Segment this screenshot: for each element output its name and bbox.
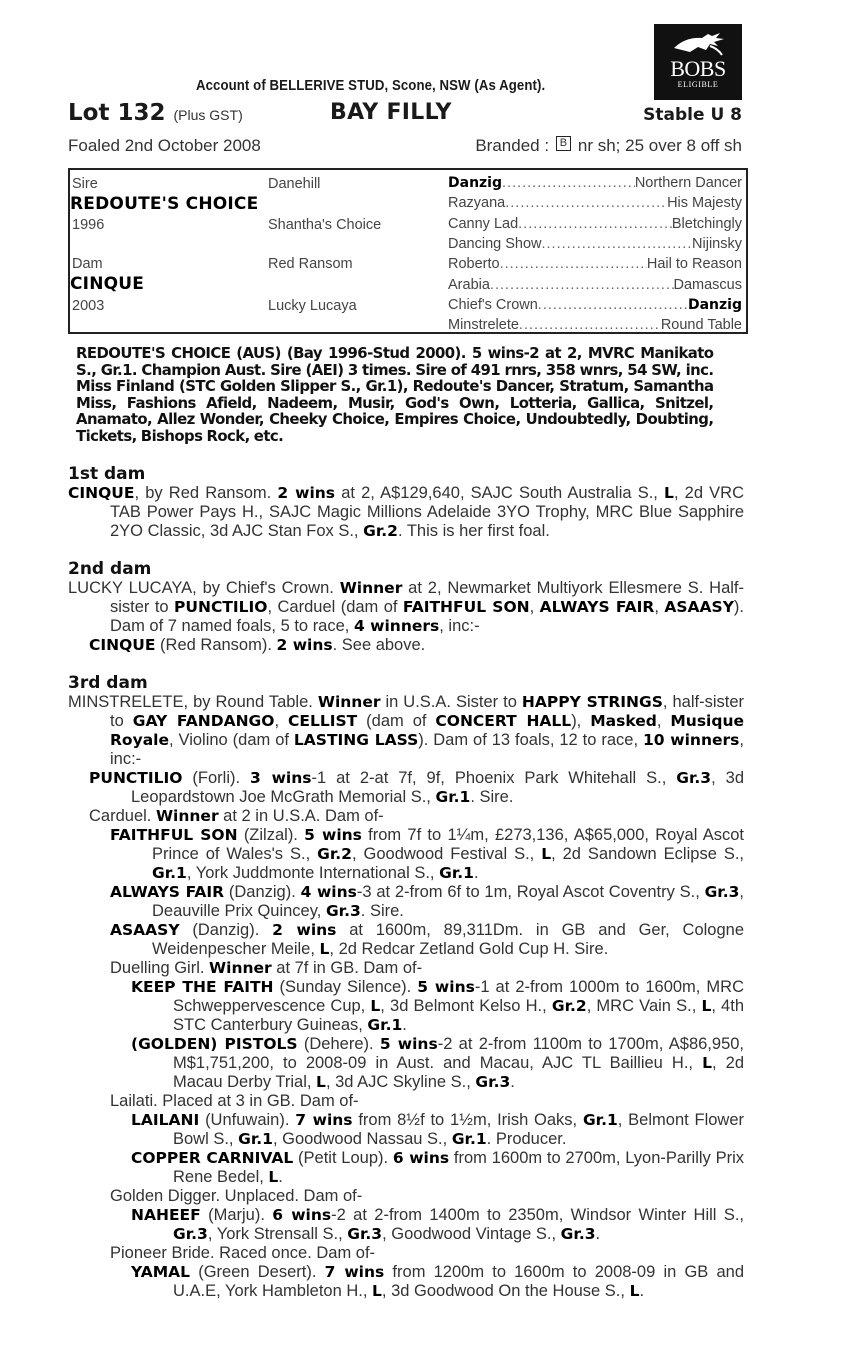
dam-section	[68, 464, 744, 541]
ggp-sire: Razyana	[448, 195, 506, 212]
section-heading: 3rd dam	[68, 673, 148, 693]
ggp-dam-sire: Round Table	[660, 317, 742, 334]
pedigree-entry: CINQUE (Red Ransom). 2 wins. See above.	[89, 636, 426, 654]
leader-dots	[519, 317, 661, 333]
ggp-dam-sire: His Majesty	[667, 195, 742, 212]
leader-dots	[500, 256, 647, 272]
sire-sire: Danehill	[268, 176, 321, 192]
logo-title: BOBS	[670, 56, 726, 81]
great-grandparent-row	[448, 317, 742, 333]
pedigree-entry: CINQUE, by Red Ransom. 2 wins at 2, A$129,640, SAJC South Australia S., L, 2d VRC TAB Power Pays H., SAJC Magic Millions Adelaide 3YO Trophy, MRC Blue Sapphire 2YO Classic, 3d AJC Stan Fox S., Gr.2. This is her first foal.	[68, 484, 745, 540]
great-grandparent-row	[448, 256, 742, 272]
great-grandparent-row	[448, 236, 742, 252]
horse-description: BAY FILLY	[330, 100, 452, 125]
pedigree-entry: YAMAL (Green Desert). 7 wins from 1200m to 1600m to 2008-09 in GB and U.A.E, York Hambleton H., L, 3d Goodwood On the House S., L.	[131, 1263, 744, 1300]
pedigree-entry: Golden Digger. Unplaced. Dam of-	[110, 1187, 363, 1205]
pedigree-entry: LUCKY LUCAYA, by Chief's Crown. Winner at 2, Newmarket Multiyork Ellesmere S. Half-sister to PUNCTILIO, Carduel (dam of FAITHFUL SON, ALWAYS FAIR, ASAASY). Dam of 7 named foals, 5 to race, 4 winners, inc:-	[68, 579, 745, 635]
pedigree-entry: Duelling Girl. Winner at 7f in GB. Dam of-	[110, 959, 423, 977]
ggp-dam-sire: Nijinsky	[692, 235, 742, 252]
ggp-dam-sire: Bletchingly	[671, 215, 742, 232]
sire-dam: Shantha's Choice	[268, 217, 382, 233]
ggp-dam-sire: Northern Dancer	[634, 175, 742, 191]
leader-dots	[538, 297, 688, 313]
lot-header	[68, 100, 742, 128]
ggp-sire: Dancing Show	[448, 235, 542, 252]
dam-year: 2003	[72, 298, 105, 314]
pedigree-entry: Lailati. Placed at 3 in GB. Dam of-	[110, 1092, 359, 1110]
lot-note: (Plus GST)	[173, 107, 243, 123]
brand-symbol: B	[556, 136, 571, 151]
ggp-sire: Chief's Crown	[448, 296, 538, 313]
great-grandparent-row	[448, 175, 742, 191]
pedigree-entry: NAHEEF (Marju). 6 wins-2 at 2-from 1400m to 2350m, Windsor Winter Hill S., Gr.3, York Strensall S., Gr.3, Goodwood Vintage S., Gr.3.	[131, 1206, 745, 1243]
brand-info	[475, 136, 742, 156]
leader-dots	[490, 277, 674, 293]
ggp-sire: Arabia	[448, 276, 490, 293]
horse-head-icon	[668, 30, 728, 58]
dam-name: CINQUE	[70, 274, 145, 294]
pedigree-entry: PUNCTILIO (Forli). 3 wins-1 at 2-at 7f, 9f, Phoenix Park Whitehall S., Gr.3, 3d Leopardstown Joe McGrath Memorial S., Gr.1. Sire.	[89, 769, 745, 806]
logo-subtitle: ELIGIBLE	[677, 80, 719, 89]
branded-prefix: Branded :	[475, 136, 550, 155]
foaling-date: Foaled 2nd October 2008	[68, 136, 261, 155]
ggp-dam-sire: Danzig	[687, 296, 742, 313]
pedigree-entry: COPPER CARNIVAL (Petit Loup). 6 wins from 1600m to 2700m, Lyon-Parilly Prix Rene Bedel, L.	[131, 1149, 744, 1186]
ggp-sire: Canny Lad	[448, 215, 519, 232]
dam-dam: Lucky Lucaya	[268, 298, 357, 314]
pedigree-entry: KEEP THE FAITH (Sunday Silence). 5 wins-1 at 2-from 1000m to 1600m, MRC Schweppervescence Cup, L, 3d Belmont Kelso H., Gr.2, MRC Vain S., L, 4th STC Canterbury Guineas, Gr.1.	[131, 978, 745, 1034]
pedigree-entry: ALWAYS FAIR (Danzig). 4 wins-3 at 2-from 6f to 1m, Royal Ascot Coventry S., Gr.3, Deauville Prix Quincey, Gr.3. Sire.	[110, 883, 745, 920]
section-heading: 2nd dam	[68, 559, 152, 579]
pedigree-entry: Carduel. Winner at 2 in U.S.A. Dam of-	[89, 807, 384, 825]
pedigree-entry: (GOLDEN) PISTOLS (Dehere). 5 wins-2 at 2-from 1100m to 1700m, A$86,950, M$1,751,200, to 2008-09 in Aust. and Macau, AJC TL Baillieu H., L, 2d Macau Derby Trial, L, 3d AJC Skyline S., Gr.3.	[131, 1035, 745, 1091]
ggp-sire: Danzig	[448, 175, 503, 191]
great-grandparent-row	[448, 297, 742, 313]
sire-year: 1996	[72, 217, 105, 233]
branded-suffix: nr sh; 25 over 8 off sh	[577, 136, 742, 155]
ggp-dam-sire: Damascus	[673, 276, 742, 293]
leader-dots	[505, 195, 667, 211]
stable-location: Stable U 8	[643, 105, 742, 125]
bobs-eligible-logo	[654, 24, 742, 100]
sire-summary: REDOUTE'S CHOICE (AUS) (Bay 1996-Stud 2000). 5 wins-2 at 2, MVRC Manikato S., Gr.1. Champion Aust. Sire (AEI) 3 times. Sire of 491 rnrs, 358 wnrs, 54 SW, inc. Miss Finland (STC Golden Slipper S., Gr.1), Redoute's Dancer, Stratum, Samantha Miss, Fashions Afield, Nadeem, Musir, God's Own, Lotteria, Gallica, Snitzel, Anamato, Allez Wonder, Cheeky Choice, Empires Choice, Undoubtedly, Doubting, Tickets, Bishops Rock, etc.	[76, 344, 714, 445]
lot-label: Lot 132	[68, 100, 166, 126]
pedigree-entry: LAILANI (Unfuwain). 7 wins from 8½f to 1½m, Irish Oaks, Gr.1, Belmont Flower Bowl S., Gr.1, Goodwood Nassau S., Gr.1. Producer.	[131, 1111, 745, 1148]
pedigree-table	[68, 168, 748, 334]
great-grandparent-row	[448, 195, 742, 211]
pedigree-entry: FAITHFUL SON (Zilzal). 5 wins from 7f to 1¼m, £273,136, A$65,000, Royal Ascot Prince of Wales's S., Gr.2, Goodwood Festival S., L, 2d Sandown Eclipse S., Gr.1, York Juddmonte International S., Gr.1.	[110, 826, 744, 882]
great-grandparent-row	[448, 277, 742, 293]
leader-dots	[518, 216, 672, 232]
lot-number	[68, 100, 243, 126]
pedigree-entry: ASAASY (Danzig). 2 wins at 1600m, 89,311Dm. in GB and Ger, Cologne Weidenpescher Meile, L, 2d Redcar Zetland Gold Cup H. Sire.	[110, 921, 745, 958]
pedigree-entry: Pioneer Bride. Raced once. Dam of-	[110, 1244, 376, 1262]
dam-section	[68, 559, 744, 655]
sire-name: REDOUTE'S CHOICE	[70, 194, 259, 214]
leader-dots	[502, 175, 635, 191]
dam-section	[68, 673, 744, 1301]
sire-label: Sire	[72, 176, 98, 192]
pedigree-entry: MINSTRELETE, by Round Table. Winner in U.S.A. Sister to HAPPY STRINGS, half-sister to GAY FANDANGO, CELLIST (dam of CONCERT HALL), Masked, Musique Royale, Violino (dam of LASTING LASS). Dam of 13 foals, 12 to race, 10 winners, inc:-	[68, 693, 744, 768]
ggp-sire: Minstrelete	[448, 317, 519, 334]
section-heading: 1st dam	[68, 464, 146, 484]
dam-sire: Red Ransom	[268, 256, 353, 272]
ggp-sire: Roberto	[448, 256, 500, 273]
dam-label: Dam	[72, 256, 103, 272]
great-grandparent-row	[448, 216, 742, 232]
ggp-dam-sire: Hail to Reason	[646, 256, 742, 273]
vendor-account: Account of BELLERIVE STUD, Scone, NSW (As Agent).	[196, 77, 546, 94]
leader-dots	[542, 236, 693, 252]
